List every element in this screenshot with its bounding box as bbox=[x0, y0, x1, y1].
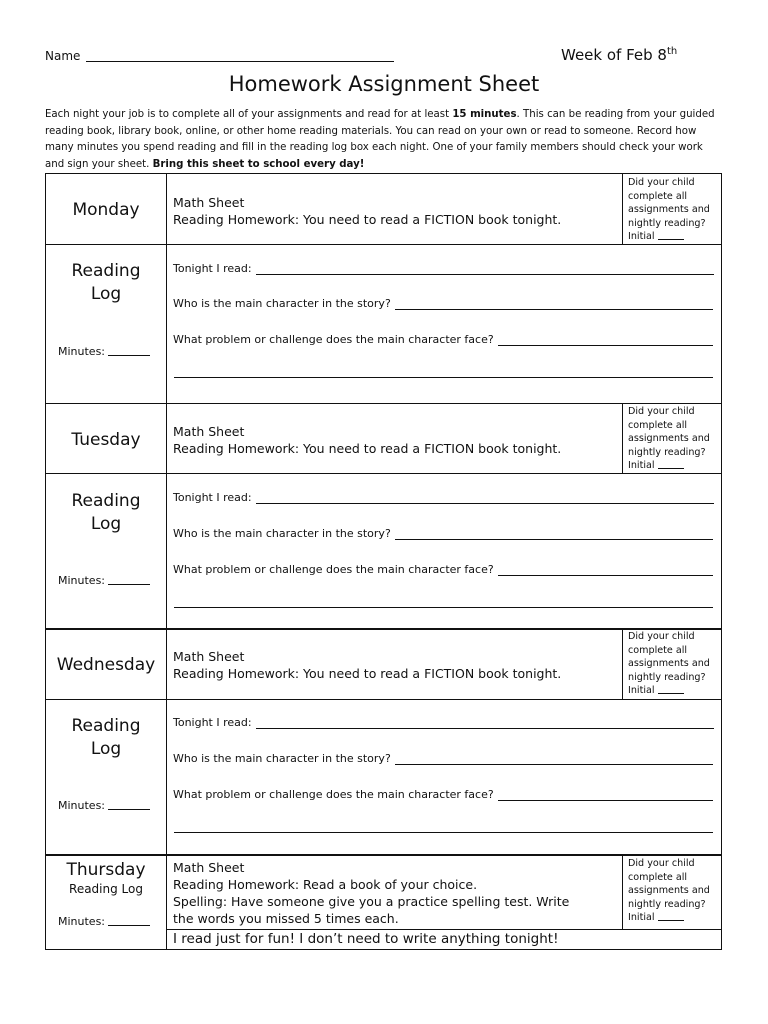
q-problem bbox=[173, 333, 713, 346]
initial-row bbox=[628, 230, 720, 244]
reading-log-label bbox=[46, 260, 166, 306]
check-line: nightly reading? bbox=[628, 217, 706, 229]
task-math: Math Sheet bbox=[173, 424, 245, 439]
check-line: nightly reading? bbox=[628, 446, 706, 458]
divider bbox=[166, 929, 722, 930]
minutes-label: Minutes: bbox=[58, 915, 106, 928]
thursday-tasks bbox=[173, 859, 569, 927]
parent-check-wednesday bbox=[628, 630, 720, 698]
initial-label: Initial bbox=[628, 912, 655, 924]
divider bbox=[45, 628, 722, 630]
day-tuesday: Tuesday bbox=[71, 430, 141, 450]
q-label: Who is the main character in the story? bbox=[173, 527, 391, 540]
thursday-log-note: I read just for fun! I don’t need to write anything tonight! bbox=[173, 931, 559, 947]
task-spelling-cont: the words you missed 5 times each. bbox=[173, 911, 399, 926]
q-tonight-read bbox=[173, 491, 714, 504]
initial-row bbox=[628, 459, 720, 473]
minutes-field[interactable] bbox=[108, 915, 150, 926]
q-tonight-read bbox=[173, 716, 714, 729]
q-label: Tonight I read: bbox=[173, 262, 252, 275]
parent-check-tuesday bbox=[628, 405, 720, 473]
initial-label: Initial bbox=[628, 460, 655, 472]
intro-part1: Each night your job is to complete all of your assignments and read for at least bbox=[45, 109, 453, 120]
answer-line[interactable] bbox=[174, 832, 713, 833]
check-line: Did your child bbox=[628, 406, 695, 417]
answer-line[interactable] bbox=[256, 493, 714, 504]
q-label: Tonight I read: bbox=[173, 491, 252, 504]
log-line: Log bbox=[90, 514, 122, 534]
answer-line[interactable] bbox=[395, 529, 713, 540]
monday-tasks bbox=[173, 194, 561, 228]
minutes-label: Minutes: bbox=[58, 799, 106, 812]
initial-field[interactable] bbox=[658, 685, 684, 694]
task-math: Math Sheet bbox=[173, 195, 245, 210]
intro-bold1: 15 minutes bbox=[452, 109, 517, 120]
log-line: Reading bbox=[71, 716, 141, 736]
q-main-character bbox=[173, 527, 713, 540]
log-line: Reading bbox=[71, 261, 141, 281]
q-label: What problem or challenge does the main character face? bbox=[173, 563, 494, 576]
initial-field[interactable] bbox=[658, 460, 684, 469]
name-row bbox=[45, 49, 394, 63]
q-label: What problem or challenge does the main character face? bbox=[173, 333, 494, 346]
answer-line[interactable] bbox=[498, 335, 713, 346]
week-text: Week of Feb 8 bbox=[561, 46, 667, 64]
minutes-row bbox=[58, 574, 150, 587]
q-main-character bbox=[173, 297, 713, 310]
divider bbox=[45, 699, 722, 700]
check-line: complete all bbox=[628, 190, 688, 202]
check-line: assignments and bbox=[628, 658, 710, 670]
initial-row bbox=[628, 911, 720, 925]
day-thursday: Thursday bbox=[66, 860, 146, 880]
divider bbox=[622, 855, 623, 929]
reading-log-label bbox=[46, 715, 166, 761]
answer-line[interactable] bbox=[174, 607, 713, 608]
intro-part2: . This can be reading from your guided reading book, library book, online, or other home reading materials. You can read on your own or read to someone. Record how many minutes you spend reading and fill in the reading log box each night. One of your family members should check your work and sign your sheet. bbox=[45, 109, 715, 170]
initial-row bbox=[628, 684, 720, 698]
week-sup: th bbox=[666, 46, 678, 57]
task-reading: Reading Homework: You need to read a FICTION book tonight. bbox=[173, 212, 562, 227]
name-field[interactable] bbox=[86, 49, 394, 62]
initial-field[interactable] bbox=[658, 231, 684, 240]
initial-label: Initial bbox=[628, 231, 655, 243]
task-reading: Reading Homework: You need to read a FICTION book tonight. bbox=[173, 666, 562, 681]
instructions bbox=[45, 107, 720, 173]
tuesday-tasks bbox=[173, 423, 561, 457]
parent-check-thursday bbox=[628, 857, 720, 925]
answer-line[interactable] bbox=[395, 299, 713, 310]
divider bbox=[166, 629, 167, 855]
minutes-field[interactable] bbox=[108, 574, 150, 585]
answer-line[interactable] bbox=[256, 264, 714, 275]
task-spelling: Spelling: Have someone give you a practice spelling test. Write bbox=[173, 894, 570, 909]
task-reading: Reading Homework: Read a book of your choice. bbox=[173, 877, 478, 892]
divider bbox=[166, 855, 167, 950]
task-math: Math Sheet bbox=[173, 860, 245, 875]
minutes-field[interactable] bbox=[108, 345, 150, 356]
check-line: assignments and bbox=[628, 885, 710, 897]
log-line: Log bbox=[90, 284, 122, 304]
answer-line[interactable] bbox=[174, 377, 713, 378]
day-monday: Monday bbox=[72, 200, 140, 220]
divider bbox=[166, 173, 167, 403]
divider bbox=[622, 629, 623, 699]
task-math: Math Sheet bbox=[173, 649, 245, 664]
thursday-log-label: Reading Log bbox=[69, 882, 143, 896]
q-label: Who is the main character in the story? bbox=[173, 297, 391, 310]
reading-log-label bbox=[46, 490, 166, 536]
minutes-label: Minutes: bbox=[58, 345, 106, 358]
q-problem bbox=[173, 563, 713, 576]
divider bbox=[45, 473, 722, 474]
q-problem bbox=[173, 788, 713, 801]
check-line: nightly reading? bbox=[628, 671, 706, 683]
divider bbox=[622, 403, 623, 473]
q-label: What problem or challenge does the main character face? bbox=[173, 788, 494, 801]
log-line: Reading bbox=[71, 491, 141, 511]
divider bbox=[45, 403, 722, 404]
log-line: Log bbox=[90, 739, 122, 759]
q-main-character bbox=[173, 752, 713, 765]
week-label bbox=[561, 46, 677, 64]
check-line: Did your child bbox=[628, 177, 695, 188]
minutes-label: Minutes: bbox=[58, 574, 106, 587]
check-line: complete all bbox=[628, 644, 688, 656]
check-line: complete all bbox=[628, 419, 688, 431]
initial-label: Initial bbox=[628, 685, 655, 697]
answer-line[interactable] bbox=[498, 790, 713, 801]
divider bbox=[622, 173, 623, 244]
answer-line[interactable] bbox=[498, 565, 713, 576]
q-tonight-read bbox=[173, 262, 714, 275]
q-label: Tonight I read: bbox=[173, 716, 252, 729]
name-label: Name bbox=[45, 49, 81, 63]
task-reading: Reading Homework: You need to read a FICTION book tonight. bbox=[173, 441, 562, 456]
check-line: assignments and bbox=[628, 204, 710, 216]
answer-line[interactable] bbox=[395, 754, 713, 765]
wednesday-tasks bbox=[173, 648, 561, 682]
check-line: nightly reading? bbox=[628, 898, 706, 910]
initial-field[interactable] bbox=[658, 912, 684, 921]
intro-bold2: Bring this sheet to school every day! bbox=[152, 158, 365, 170]
minutes-row bbox=[58, 915, 150, 928]
divider bbox=[45, 244, 722, 245]
page-title: Homework Assignment Sheet bbox=[228, 72, 540, 96]
minutes-row bbox=[58, 799, 150, 812]
parent-check-monday bbox=[628, 176, 720, 244]
minutes-field[interactable] bbox=[108, 799, 150, 810]
divider bbox=[166, 403, 167, 629]
check-line: complete all bbox=[628, 871, 688, 883]
check-line: assignments and bbox=[628, 433, 710, 445]
q-label: Who is the main character in the story? bbox=[173, 752, 391, 765]
answer-line[interactable] bbox=[256, 718, 714, 729]
check-line: Did your child bbox=[628, 858, 695, 869]
minutes-row bbox=[58, 345, 150, 358]
check-line: Did your child bbox=[628, 631, 695, 642]
day-wednesday: Wednesday bbox=[56, 655, 156, 675]
divider bbox=[45, 854, 722, 856]
